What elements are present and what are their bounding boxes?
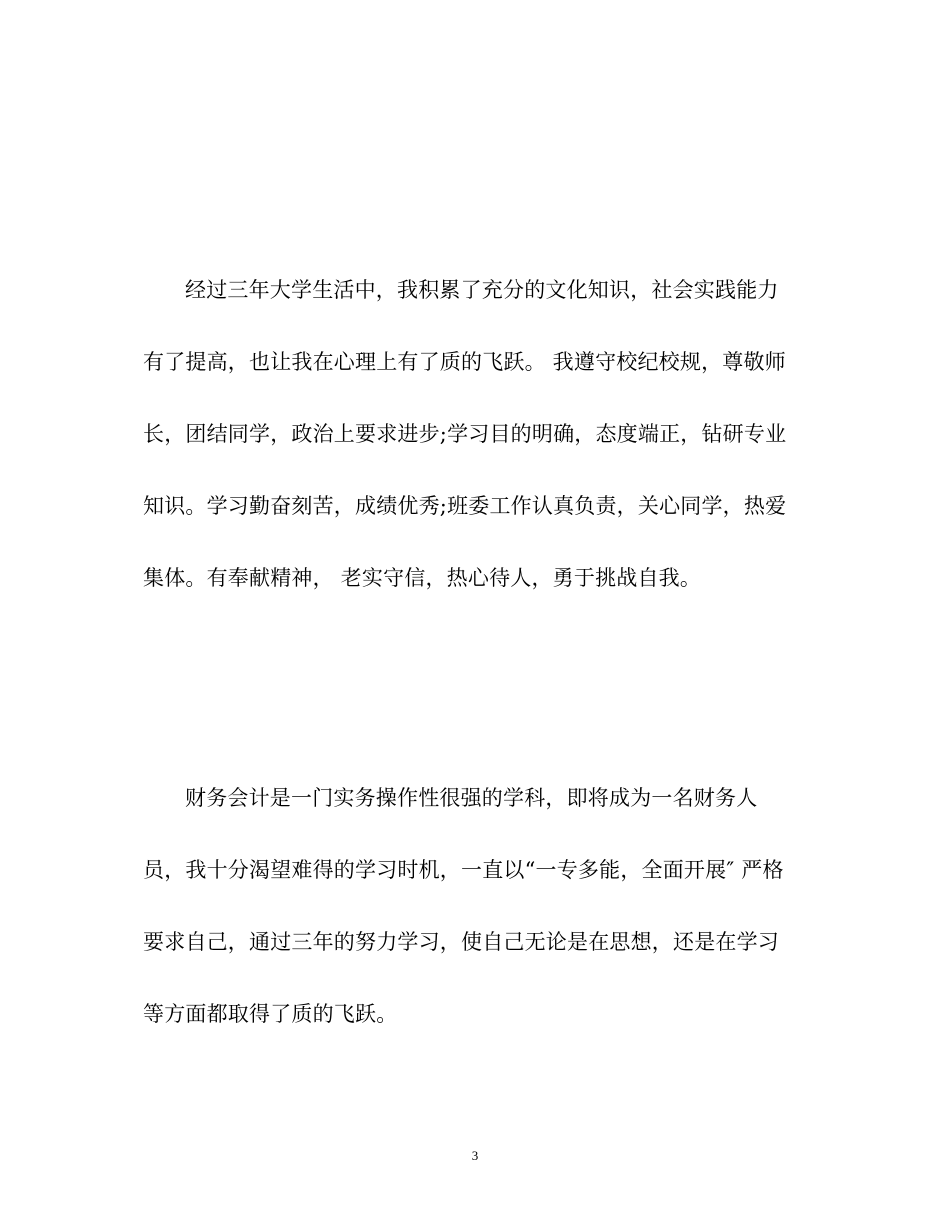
paragraph-line: 等方面都取得了质的飞跃。 (143, 1002, 398, 1026)
paragraph-line: 知识。学习勤奋刻苦，成绩优秀;班委工作认真负责，关心同学，热爱 (143, 494, 787, 518)
paragraph-line: 集体。有奉献精神， 老实守信，热心待人，勇于挑战自我。 (143, 566, 702, 590)
paragraph-line: 财务会计是一门实务操作性很强的学科，即将成为一名财务人 (185, 786, 758, 810)
page-number: 3 (471, 1148, 479, 1163)
paragraph-line: 员，我十分渴望难得的学习时机，一直以“一专多能，全面开展″ 严格 (143, 858, 784, 882)
paragraph-line: 长，团结同学，政治上要求进步;学习目的明确，态度端正，钻研专业 (143, 422, 787, 446)
paragraph-line: 经过三年大学生活中，我积累了充分的文化知识，社会实践能力 (185, 278, 779, 302)
paragraph-line: 要求自己，通过三年的努力学习，使自己无论是在思想，还是在学习 (143, 930, 779, 954)
paragraph-line: 有了提高，也让我在心理上有了质的飞跃。 我遵守校纪校规，尊敬师 (143, 350, 786, 374)
